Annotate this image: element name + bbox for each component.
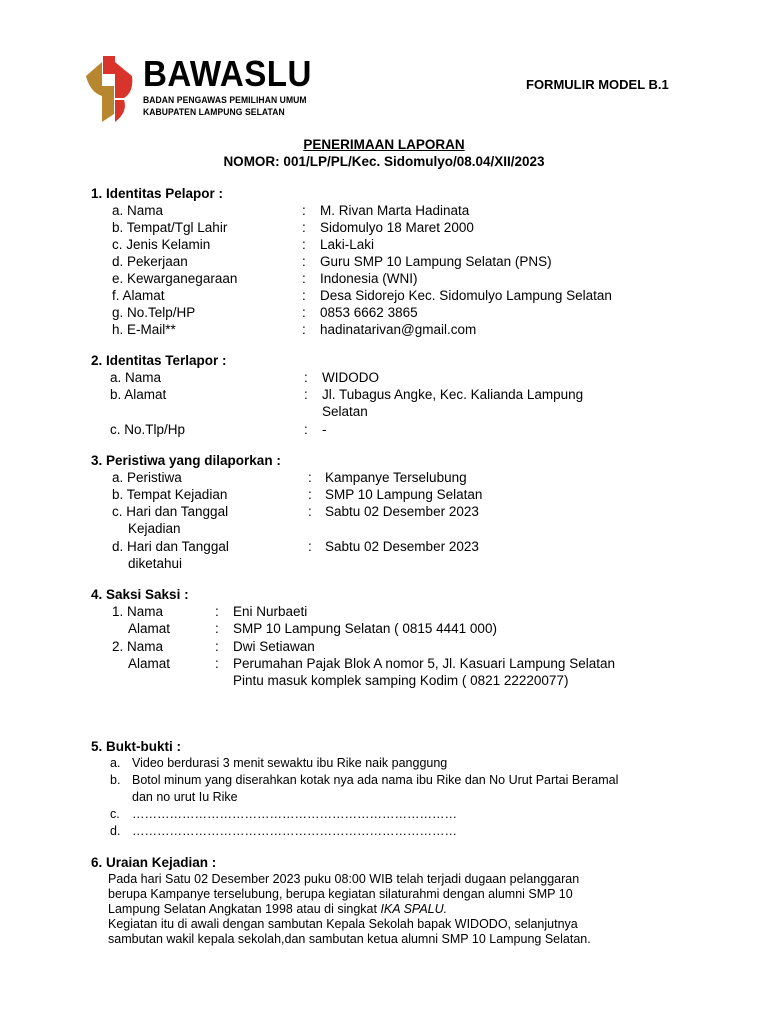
saksi-1-value-address: SMP 10 Lampung Selatan ( 0815 4441 000) — [233, 621, 497, 636]
peristiwa-label-event: a. Peristiwa — [112, 470, 182, 485]
peristiwa-value-incident-date: Sabtu 02 Desember 2023 — [325, 504, 479, 519]
pelapor-value-nama: M. Rivan Marta Hadinata — [320, 203, 470, 218]
bukti-item-label: c. — [110, 807, 120, 821]
terlapor-value-phone: - — [322, 422, 327, 437]
colon: : — [215, 621, 219, 636]
peristiwa-value-place: SMP 10 Lampung Selatan — [325, 487, 483, 502]
saksi-2-label-nama: 2. Nama — [112, 639, 164, 654]
colon: : — [302, 322, 306, 337]
pelapor-label-phone: g. No.Telp/HP — [112, 305, 196, 320]
uraian-line: Pada hari Satu 02 Desember 2023 puku 08:00 WIB telah terjadi dugaan pelanggaran — [108, 872, 580, 886]
colon: : — [304, 422, 308, 437]
peristiwa-label-incident-date-cont: Kejadian — [128, 521, 181, 536]
bukti-item-label: a. — [110, 756, 121, 770]
terlapor-value-nama: WIDODO — [322, 370, 379, 385]
bukti-item-label: d. — [110, 824, 121, 838]
saksi-2-value-address: Perumahan Pajak Blok A nomor 5, Jl. Kasuari Lampung Selatan — [233, 656, 615, 671]
terlapor-label-phone: c. No.Tlp/Hp — [110, 422, 186, 437]
pelapor-value-gender: Laki-Laki — [320, 237, 375, 252]
form-model-label: FORMULIR MODEL B.1 — [526, 77, 669, 92]
bukti-item-text: Video berdurasi 3 menit sewaktu ibu Rike naik panggung — [132, 756, 448, 770]
colon: : — [308, 487, 312, 502]
colon: : — [302, 237, 306, 252]
pelapor-label-citizenship: e. Kewarganegaraan — [112, 271, 238, 286]
uraian-line: Lampung Selatan Angkatan 1998 atau di singkat IKA SPALU. — [108, 902, 448, 916]
pelapor-value-job: Guru SMP 10 Lampung Selatan (PNS) — [320, 254, 552, 269]
colon: : — [308, 470, 312, 485]
terlapor-value-address: Jl. Tubagus Angke, Kec. Kalianda Lampung — [322, 387, 584, 402]
terlapor-value-address-cont: Selatan — [322, 404, 368, 419]
bukti-item-label: b. — [110, 773, 121, 787]
section-5-heading: 5. Bukt-bukti : — [91, 739, 181, 754]
peristiwa-label-place: b. Tempat Kejadian — [112, 487, 228, 502]
pelapor-label-ttl: b. Tempat/Tgl Lahir — [112, 220, 228, 235]
colon: : — [302, 203, 306, 218]
document-title: PENERIMAAN LAPORAN — [303, 137, 465, 152]
section-1-heading: 1. Identitas Pelapor : — [91, 186, 224, 201]
section-4-heading: 4. Saksi Saksi : — [91, 587, 189, 602]
section-6-heading: 6. Uraian Kejadian : — [91, 855, 217, 870]
colon: : — [302, 254, 306, 269]
pelapor-label-job: d. Pekerjaan — [112, 254, 188, 269]
saksi-1-value-nama: Eni Nurbaeti — [233, 604, 308, 619]
uraian-line: sambutan wakil kepala sekolah,dan sambutan ketua alumni SMP 10 Lampung Selatan. — [108, 932, 591, 946]
uraian-line: berupa Kampanye terselubung, berupa kegiatan silaturahmi dengan alumni SMP 10 — [108, 887, 573, 901]
pelapor-label-address: f. Alamat — [112, 288, 165, 303]
saksi-2-value-nama: Dwi Setiawan — [233, 639, 315, 654]
pelapor-label-nama: a. Nama — [112, 203, 164, 218]
bukti-item-placeholder: …………………………………………………………………… — [132, 807, 457, 821]
colon: : — [302, 271, 306, 286]
colon: : — [308, 504, 312, 519]
bukti-item-text-cont: dan no urut Iu Rike — [132, 790, 238, 804]
peristiwa-value-event: Kampanye Terselubung — [325, 470, 467, 485]
pelapor-value-phone: 0853 6662 3865 — [320, 305, 418, 320]
section-3-heading: 3. Peristiwa yang dilaporkan : — [91, 453, 281, 468]
document-number: NOMOR: 001/LP/PL/Kec. Sidomulyo/08.04/XII/2023 — [223, 154, 545, 169]
pelapor-value-citizenship: Indonesia (WNI) — [320, 271, 418, 286]
pelapor-value-address: Desa Sidorejo Kec. Sidomulyo Lampung Selatan — [320, 288, 612, 303]
colon: : — [215, 656, 219, 671]
peristiwa-value-known-date: Sabtu 02 Desember 2023 — [325, 539, 479, 554]
section-2-heading: 2. Identitas Terlapor : — [91, 353, 227, 368]
colon: : — [304, 387, 308, 402]
pelapor-label-email: h. E-Mail** — [112, 322, 176, 337]
colon: : — [302, 220, 306, 235]
saksi-2-value-address-cont: Pintu masuk komplek samping Kodim ( 0821 22220077) — [233, 673, 569, 688]
pelapor-value-email: hadinatarivan@gmail.com — [320, 322, 477, 337]
colon: : — [304, 370, 308, 385]
pelapor-label-gender: c. Jenis Kelamin — [112, 237, 211, 252]
saksi-1-label-nama: 1. Nama — [112, 604, 164, 619]
peristiwa-label-incident-date: c. Hari dan Tanggal — [112, 504, 229, 519]
logo-subtitle-1: BADAN PENGAWAS PEMILIHAN UMUM — [143, 95, 307, 106]
saksi-2-label-address: Alamat — [128, 656, 171, 671]
colon: : — [308, 539, 312, 554]
peristiwa-label-known-date: d. Hari dan Tanggal — [112, 539, 229, 554]
colon: : — [215, 604, 219, 619]
pelapor-value-ttl: Sidomulyo 18 Maret 2000 — [320, 220, 474, 235]
bukti-item-placeholder: …………………………………………………………………… — [132, 824, 457, 838]
terlapor-label-address: b. Alamat — [110, 387, 167, 402]
terlapor-label-nama: a. Nama — [110, 370, 162, 385]
logo-subtitle-2: KABUPATEN LAMPUNG SELATAN — [143, 107, 285, 118]
uraian-line: Kegiatan itu di awali dengan sambutan Kepala Sekolah bapak WIDODO, selanjutnya — [108, 917, 578, 931]
uraian-abbreviation: IKA SPALU. — [380, 902, 448, 916]
colon: : — [302, 305, 306, 320]
saksi-1-label-address: Alamat — [128, 621, 171, 636]
colon: : — [302, 288, 306, 303]
logo-wordmark: BAWASLU — [143, 53, 312, 94]
bukti-item-text: Botol minum yang diserahkan kotak nya ada nama ibu Rike dan No Urut Partai Beramal — [132, 773, 619, 787]
peristiwa-label-known-date-cont: diketahui — [128, 556, 183, 571]
colon: : — [215, 639, 219, 654]
